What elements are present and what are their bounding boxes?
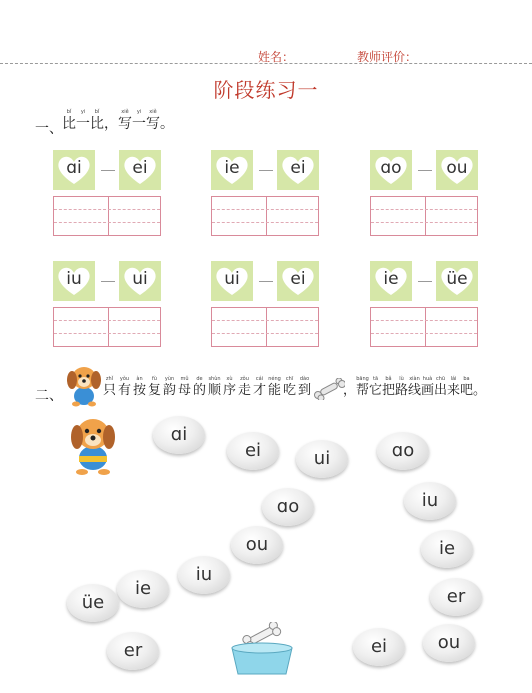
annotated-char (147, 375, 162, 398)
hanzi: 一 (132, 116, 146, 132)
name-label: 姓名： (258, 50, 295, 64)
stone[interactable]: iu (178, 556, 230, 594)
section1-number: 一、 (35, 121, 63, 137)
writing-grid[interactable] (53, 307, 161, 347)
hanzi: 能 (267, 383, 281, 398)
pinyin: yǒu (119, 376, 130, 382)
pair-connector (259, 170, 273, 171)
stone[interactable]: üe (67, 584, 119, 622)
final-text: ui (224, 269, 240, 289)
annotated-char (117, 375, 132, 398)
pinyin: zhǐ (105, 376, 114, 382)
hanzi: ， (104, 116, 118, 132)
stone[interactable]: er (107, 632, 159, 670)
stone[interactable]: ie (421, 530, 473, 568)
pinyin: zǒu (240, 376, 249, 382)
annotated-char (460, 375, 473, 398)
hanzi: 它 (369, 383, 383, 398)
pair-connector (101, 170, 115, 171)
page-title: 阶段练习一 (213, 78, 319, 102)
stone[interactable]: ei (353, 628, 405, 666)
hanzi: 复 (147, 383, 161, 398)
heart-box-right (277, 261, 319, 301)
heart-box-left (53, 261, 95, 301)
hanzi: 把 (382, 383, 396, 398)
pair-connector (418, 281, 432, 282)
hanzi: 只 (102, 383, 116, 398)
hanzi: 。 (473, 383, 487, 398)
bowl-with-bone-icon (228, 622, 296, 676)
pinyin: xù (226, 376, 233, 382)
annotated-char (395, 375, 408, 398)
final-text: ei (290, 269, 306, 289)
annotated-char (132, 375, 147, 398)
final-text: ei (132, 158, 148, 178)
heart-box-right (277, 150, 319, 190)
annotated-char (102, 375, 117, 398)
final-pair (211, 261, 319, 347)
annotated-char (237, 375, 252, 398)
annotated-char (118, 108, 132, 132)
hanzi: 比 (90, 116, 104, 132)
annotated-char (162, 375, 177, 398)
writing-grid[interactable] (211, 196, 319, 236)
stone[interactable]: er (430, 578, 482, 616)
final-text: ɑi (66, 158, 82, 178)
final-text: ie (383, 269, 399, 289)
pinyin: xiàn (409, 376, 420, 382)
header-divider (0, 63, 532, 64)
annotated-char (76, 108, 90, 132)
hanzi: 顺 (207, 383, 221, 398)
stone[interactable]: ie (117, 570, 169, 608)
final-text: ui (132, 269, 148, 289)
annotated-char (104, 108, 118, 132)
annotated-char (434, 375, 447, 398)
writing-grid[interactable] (370, 307, 478, 347)
pinyin: bǐ (94, 109, 100, 115)
hanzi: 写 (146, 116, 160, 132)
hanzi: 有 (117, 383, 131, 398)
pinyin: xiě (121, 109, 129, 115)
final-pair (53, 261, 161, 347)
pinyin (343, 375, 356, 383)
heart-box-right (436, 261, 478, 301)
hanzi: 画 (421, 383, 435, 398)
pair-connector (259, 281, 273, 282)
pinyin: mǔ (180, 376, 189, 382)
puppy-icon-small (62, 362, 106, 408)
hanzi: 帮 (356, 383, 370, 398)
bone-icon (313, 378, 345, 400)
pinyin: àn (136, 376, 143, 382)
pinyin: néng (268, 376, 281, 382)
stone[interactable]: ou (423, 624, 475, 662)
hanzi: 来 (447, 383, 461, 398)
stone[interactable]: ɑo (377, 432, 429, 470)
stone[interactable]: iu (404, 482, 456, 520)
hanzi: 一 (76, 116, 90, 132)
pinyin: yi (80, 109, 86, 115)
stone[interactable]: ei (227, 432, 279, 470)
pinyin: lù (399, 376, 404, 382)
annotated-char (62, 108, 76, 132)
heart-box-left (211, 150, 253, 190)
annotated-char (90, 108, 104, 132)
pinyin: dào (299, 376, 310, 382)
annotated-char (146, 108, 160, 132)
writing-grid[interactable] (211, 307, 319, 347)
puppy-icon (66, 412, 120, 476)
hanzi: 。 (160, 116, 174, 132)
annotated-char (282, 375, 297, 398)
pinyin: yi (136, 109, 142, 115)
final-text: ou (446, 158, 468, 178)
hanzi: 比 (62, 116, 76, 132)
heart-box-right (436, 150, 478, 190)
stone[interactable]: ɑi (153, 416, 205, 454)
pinyin: de (196, 376, 203, 382)
final-text: üe (446, 269, 468, 289)
pinyin: yùn (164, 376, 175, 382)
hanzi: ， (343, 383, 357, 398)
final-text: ie (224, 158, 240, 178)
pinyin (473, 375, 486, 383)
final-text: iu (66, 269, 82, 289)
pinyin: bǐ (66, 109, 72, 115)
pinyin: ba (463, 376, 470, 382)
section2-number: 二、 (35, 388, 63, 404)
hanzi: 出 (434, 383, 448, 398)
annotated-char (297, 375, 312, 398)
teacher-evaluation-label: 教师评价： (357, 50, 418, 64)
pair-connector (101, 281, 115, 282)
hanzi: 吃 (282, 383, 296, 398)
pinyin: chū (435, 376, 446, 382)
final-pair (53, 150, 161, 236)
pinyin: cái (255, 376, 264, 382)
annotated-char (132, 108, 146, 132)
stone[interactable]: ɑo (262, 488, 314, 526)
pinyin (104, 108, 118, 116)
hanzi: 路 (395, 383, 409, 398)
final-text: ei (290, 158, 306, 178)
hanzi: 到 (297, 383, 311, 398)
final-pair (370, 261, 478, 347)
annotated-char (356, 375, 369, 398)
stone[interactable]: ou (231, 526, 283, 564)
annotated-char (369, 375, 382, 398)
annotated-char (192, 375, 207, 398)
pinyin: tā (372, 376, 379, 382)
annotated-char (382, 375, 395, 398)
heart-box-left (370, 261, 412, 301)
annotated-char (447, 375, 460, 398)
heart-box-left (370, 150, 412, 190)
writing-grid[interactable] (53, 196, 161, 236)
annotated-char (222, 375, 237, 398)
annotated-char (421, 375, 434, 398)
pinyin: fù (152, 376, 157, 382)
hanzi: 写 (118, 116, 132, 132)
heart-box-right (119, 150, 161, 190)
hanzi: 韵 (162, 383, 176, 398)
annotated-char (160, 108, 174, 132)
pinyin: huà (422, 376, 433, 382)
annotated-char (177, 375, 192, 398)
pinyin: bāng (356, 376, 369, 382)
pinyin: bǎ (385, 376, 392, 382)
hanzi: 的 (192, 383, 206, 398)
pinyin: shùn (208, 376, 221, 382)
annotated-char (408, 375, 421, 398)
pinyin: lái (450, 376, 457, 382)
annotated-char (207, 375, 222, 398)
hanzi: 线 (408, 383, 422, 398)
annotated-char (473, 375, 486, 398)
heart-box-right (119, 261, 161, 301)
stone[interactable]: ui (296, 440, 348, 478)
final-text: ɑo (380, 158, 402, 178)
annotated-char (252, 375, 267, 398)
heart-box-left (53, 150, 95, 190)
annotated-char (267, 375, 282, 398)
final-pair (211, 150, 319, 236)
pair-connector (418, 170, 432, 171)
hanzi: 才 (252, 383, 266, 398)
final-pair (370, 150, 478, 236)
hanzi: 走 (237, 383, 251, 398)
pinyin (160, 108, 174, 116)
pinyin: xiě (149, 109, 157, 115)
annotated-char (343, 375, 356, 398)
writing-grid[interactable] (370, 196, 478, 236)
heart-box-left (211, 261, 253, 301)
hanzi: 按 (132, 383, 146, 398)
hanzi: 吧 (460, 383, 474, 398)
pinyin: chī (285, 376, 294, 382)
hanzi: 序 (222, 383, 236, 398)
hanzi: 母 (177, 383, 191, 398)
